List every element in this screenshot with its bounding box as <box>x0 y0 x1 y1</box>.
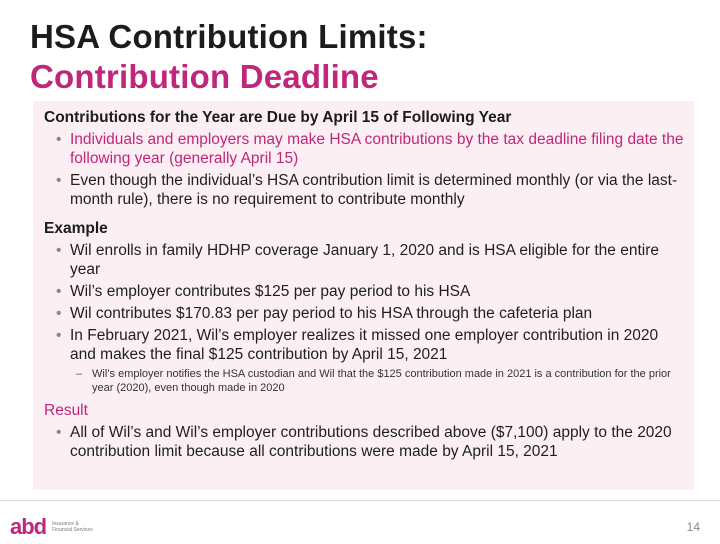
bullet-text: All of Wil’s and Wil’s employer contributions described above ($7,100) apply to the 2020 contribution limit because all contributions were made by April 15, 2021 <box>70 424 672 460</box>
bullet-text: Wil contributes $170.83 per pay period to his HSA through the cafeteria plan <box>70 305 593 322</box>
logo-text-line1: Insurance & <box>52 521 79 527</box>
bullet-item <box>44 326 684 364</box>
slide-content <box>44 108 684 461</box>
footer-divider <box>0 500 720 501</box>
bullet-text: Individuals and employers may make HSA contributions by the tax deadline filing date the following year (generally April 15) <box>70 131 684 167</box>
bullet-item <box>44 282 684 301</box>
bullet-text: Wil enrolls in family HDHP coverage January 1, 2020 and is HSA eligible for the entire year <box>70 242 659 278</box>
section-heading: Contributions for the Year are Due by April 15 of Following Year <box>44 109 512 126</box>
logo-mark: abd <box>10 514 47 539</box>
slide-title-line1: HSA Contribution Limits: <box>30 18 428 55</box>
bullet-item <box>44 304 684 323</box>
page-number: 14 <box>686 520 700 534</box>
slide-title-line2: Contribution Deadline <box>30 58 379 95</box>
sub-bullet-item <box>44 367 684 395</box>
logo-text-line2: Financial Services <box>52 527 93 533</box>
bullet-dot-icon: • <box>56 424 62 441</box>
dash-icon: – <box>76 368 83 380</box>
bullet-text: Even though the individual’s HSA contribution limit is determined monthly (or via the last-month rule), there is no requirement to contribute monthly <box>70 172 678 208</box>
bullet-dot-icon: • <box>56 327 62 344</box>
bullet-dot-icon: • <box>56 283 62 300</box>
bullet-item <box>44 241 684 279</box>
sub-bullet-text: Wil’s employer notifies the HSA custodian and Wil that the $125 contribution made in 2021 is a contribution for the prior year (2020), even though made in 2020 <box>92 368 671 394</box>
bullet-dot-icon: • <box>56 131 62 148</box>
bullet-item <box>44 171 684 209</box>
logo-text <box>52 521 93 533</box>
bullet-text: Wil’s employer contributes $125 per pay period to his HSA <box>70 283 471 300</box>
bullet-text: In February 2021, Wil’s employer realizes it missed one employer contribution in 2020 and makes the final $125 contribution by April 15, 2021 <box>70 327 659 363</box>
company-logo <box>10 514 93 540</box>
bullet-dot-icon: • <box>56 172 62 189</box>
bullet-item <box>44 423 684 461</box>
bullet-dot-icon: • <box>56 242 62 259</box>
example-heading: Example <box>44 220 108 237</box>
bullet-item <box>44 130 684 168</box>
result-heading: Result <box>44 402 88 419</box>
bullet-dot-icon: • <box>56 305 62 322</box>
